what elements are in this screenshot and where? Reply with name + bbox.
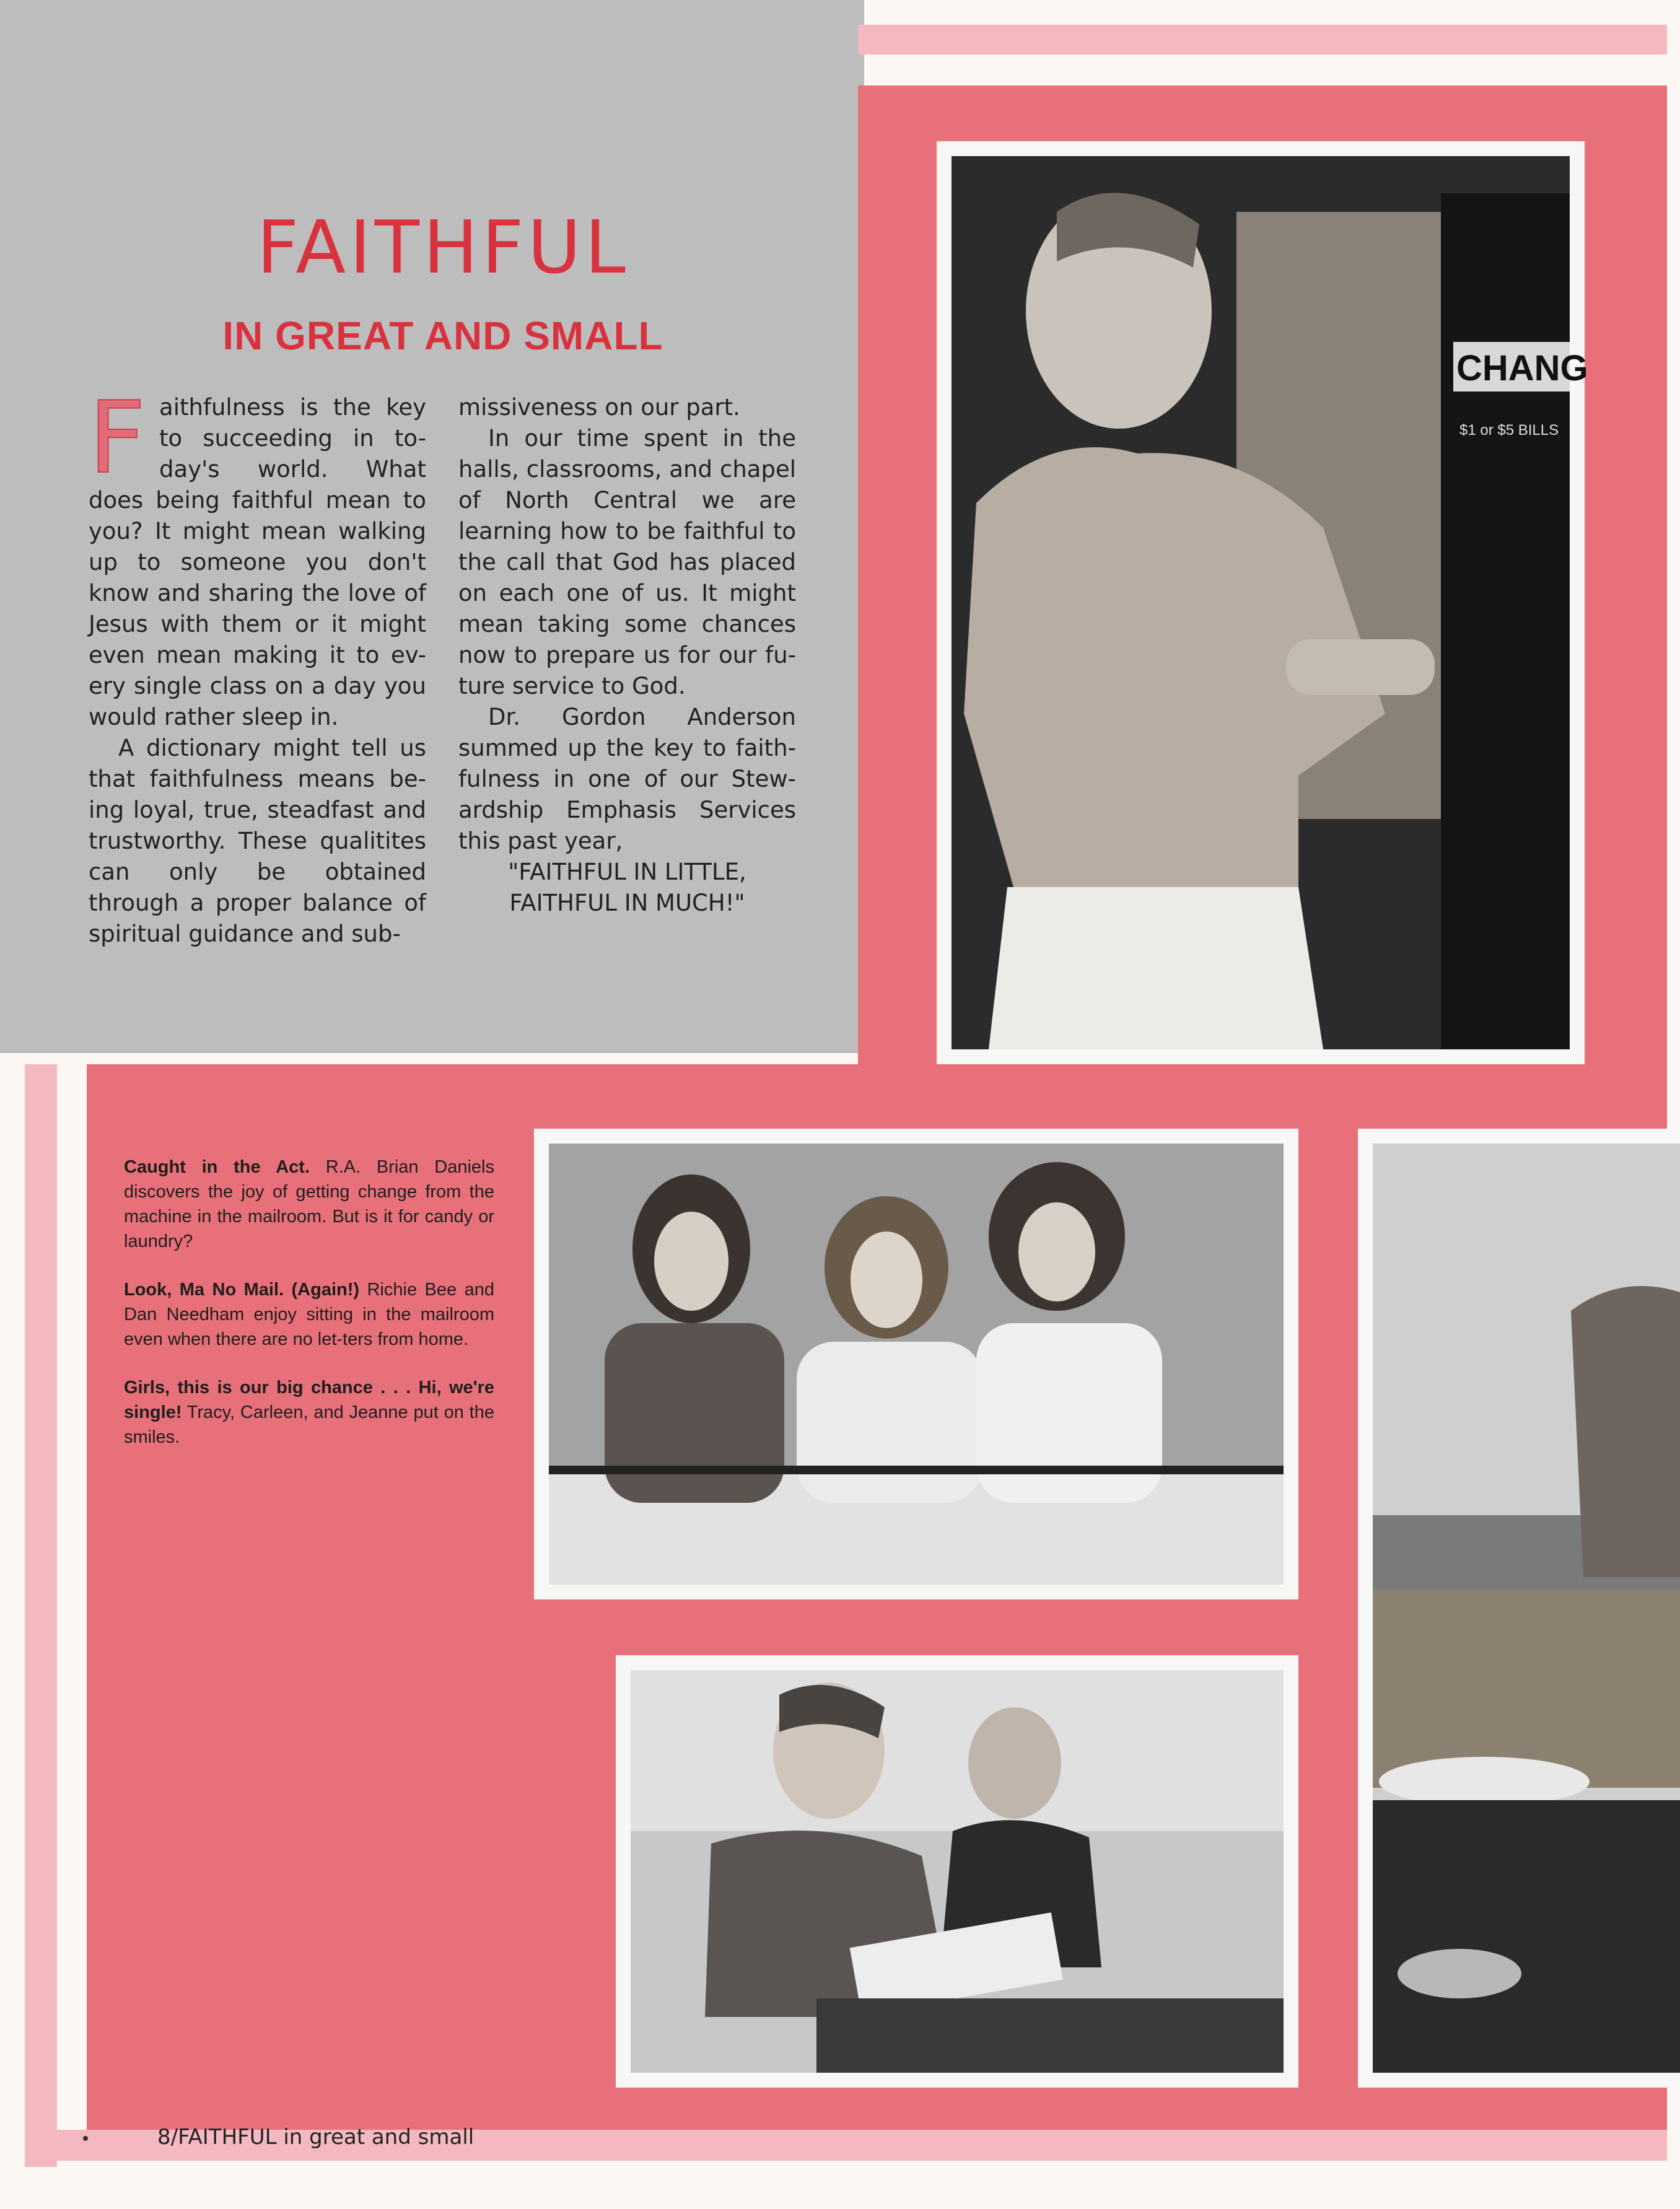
caption-text: Richie Bee and Dan Needham enjoy sitting in the mailroom even when there are no let-ters from home. xyxy=(124,1280,494,1349)
page-title: FAITHFUL xyxy=(256,204,629,290)
top-pink-stripe xyxy=(858,25,1667,55)
article-paragraph xyxy=(89,380,426,733)
machine-sign-bills: $1 or $5 BILLS xyxy=(1459,422,1559,439)
caption-lead: Caught in the Act. xyxy=(124,1157,310,1177)
caption-3 xyxy=(124,1375,494,1450)
folio-dot xyxy=(83,2136,88,2141)
machine-sign-change: CHANG xyxy=(1456,348,1588,388)
drop-cap: F xyxy=(89,380,146,496)
photo-change-machine-art xyxy=(952,156,1588,1049)
article-paragraph: Dr. Gordon Anderson summed up the key to faith-fulness in one of our Stew-ardship Emphasis Services this past year, xyxy=(458,704,796,854)
article-column-1 xyxy=(89,380,426,950)
captions xyxy=(124,1155,494,1473)
photo-image xyxy=(952,156,1588,1049)
article-paragraph: missiveness on our part. xyxy=(458,394,740,421)
article-quote xyxy=(458,857,796,919)
page-folio: 8/FAITHFUL in great and small xyxy=(157,2125,475,2150)
quote-line: FAITHFUL IN MUCH!" xyxy=(509,890,745,916)
caption-lead: Look, Ma No Mail. (Again!) xyxy=(124,1280,360,1300)
paragraph-text: aithfulness is the key to succeeding in to-day's world. What does being faithful mean to you? It might mean walking up to someone you don't know and sharing the love of Jesus with them or it might even mean making it to ev-ery single class on a day you would rather sleep in. xyxy=(89,394,426,730)
page-subtitle: IN GREAT AND SMALL xyxy=(222,313,663,358)
photo-two-men-reading xyxy=(616,1655,1298,2088)
caption-2 xyxy=(124,1277,494,1352)
photo-two-men-art xyxy=(631,1670,1284,2073)
caption-lead: Girls, this is our big chance . . . Hi, we're single! xyxy=(124,1378,494,1422)
article-paragraph: In our time spent in the halls, classrooms, and chapel of North Central we are learning how to be faithful to the call that God has placed on each one of us. It might mean taking some chances now to prepare us for our fu-ture service to God. xyxy=(458,425,796,699)
photo-cropped-interior xyxy=(1358,1129,1680,2088)
caption-text: R.A. Brian Daniels discovers the joy of getting change from the machine in the mailroom. But is it for candy or laundry? xyxy=(124,1157,494,1251)
quote-line: "FAITHFUL IN LITTLE, xyxy=(508,859,746,885)
caption-text: Tracy, Carleen, and Jeanne put on the smiles. xyxy=(124,1402,494,1447)
left-pink-stripe xyxy=(25,1064,57,2167)
photo-change-machine xyxy=(937,141,1588,1064)
article-paragraph: A dictionary might tell us that faithfulness means be-ing loyal, true, steadfast and trustworthy. These qualitites can only be obtained through a proper balance of spiritual guidance and sub- xyxy=(89,735,426,947)
caption-1 xyxy=(124,1155,494,1254)
photo-image xyxy=(549,1144,1284,1585)
article-column-2 xyxy=(458,392,796,919)
photo-image xyxy=(1373,1144,1680,2073)
photo-image xyxy=(631,1670,1284,2073)
photo-interior-art xyxy=(1373,1144,1680,2073)
photo-three-girls-art xyxy=(549,1144,1284,1585)
photo-three-girls xyxy=(534,1129,1298,1599)
